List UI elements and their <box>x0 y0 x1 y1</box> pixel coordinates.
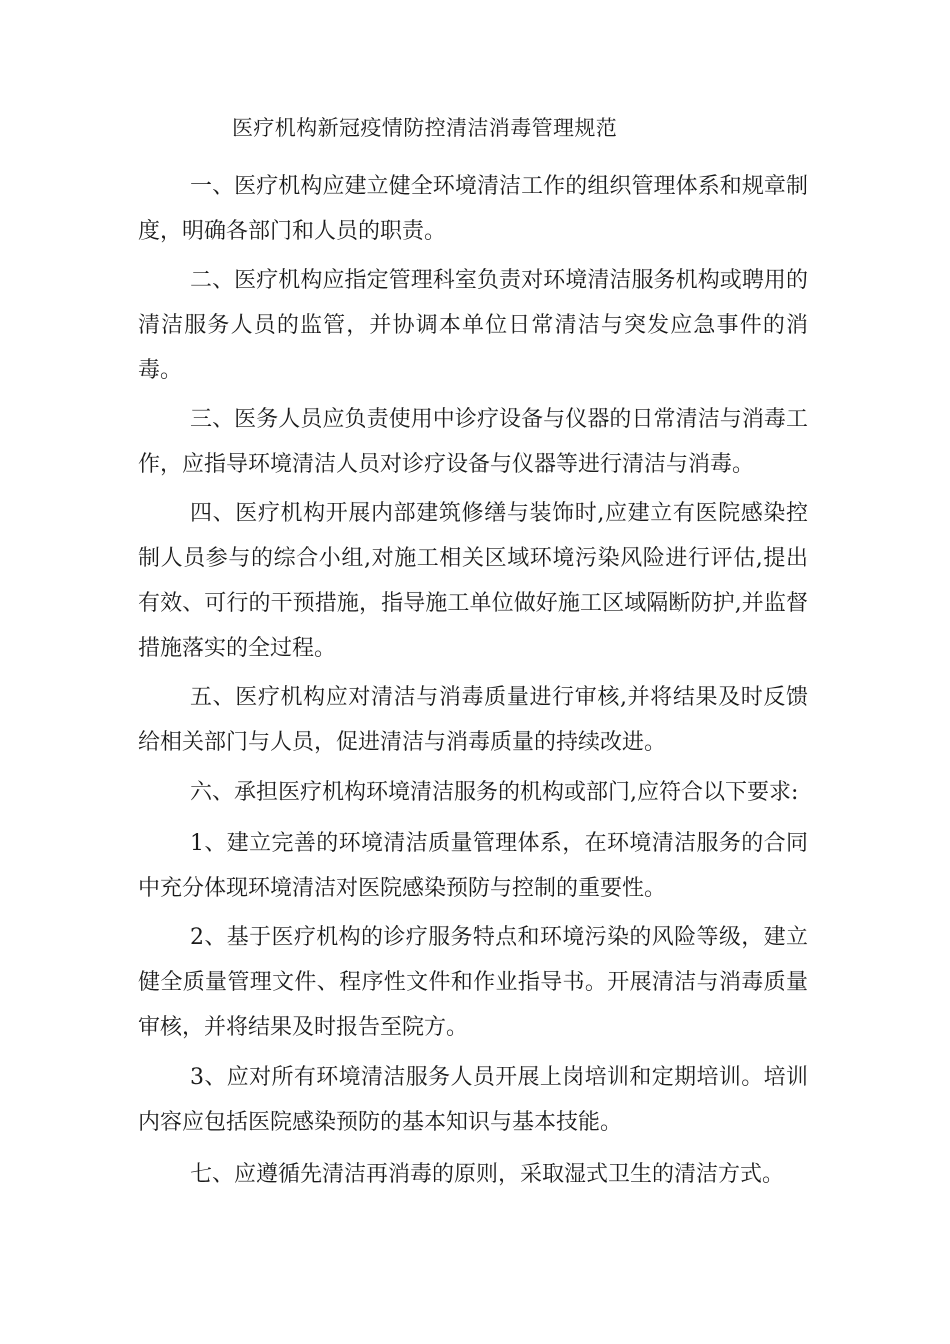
paragraph-2: 二、医疗机构应指定管理科室负责对环境清洁服务机构或聘用的清洁服务人员的监管，并协调本单位日常清洁与突发应急事件的消毒。 <box>138 268 808 383</box>
document-title: 医疗机构新冠疫情防控清洁消毒管理规范 <box>232 116 618 140</box>
paragraph-6: 六、承担医疗机构环境清洁服务的机构或部门,应符合以下要求: <box>190 780 799 805</box>
paragraph-6-item-3: 3、应对所有环境清洁服务人员开展上岗培训和定期培训。培训内容应包括医院感染预防的基本知识与基本技能。 <box>138 1065 808 1135</box>
paragraph-6-item-1: 1、建立完善的环境清洁质量管理体系，在环境清洁服务的合同中充分体现环境清洁对医院感染预防与控制的重要性。 <box>138 831 808 901</box>
paragraph-3: 三、医务人员应负责使用中诊疗设备与仪器的日常清洁与消毒工作，应指导环境清洁人员对诊疗设备与仪器等进行清洁与消毒。 <box>138 407 808 477</box>
paragraph-5: 五、医疗机构应对清洁与消毒质量进行审核,并将结果及时反馈给相关部门与人员，促进清洁与消毒质量的持续改进。 <box>138 685 808 755</box>
paragraph-1: 一、医疗机构应建立健全环境清洁工作的组织管理体系和规章制度，明确各部门和人员的职责。 <box>138 174 808 244</box>
paragraph-7: 七、应遵循先清洁再消毒的原则，采取湿式卫生的清洁方式。 <box>190 1162 785 1187</box>
paragraph-6-item-2: 2、基于医疗机构的诊疗服务特点和环境污染的风险等级，建立健全质量管理文件、程序性文件和作业指导书。开展清洁与消毒质量审核，并将结果及时报告至院方。 <box>138 925 808 1040</box>
paragraph-4: 四、医疗机构开展内部建筑修缮与装饰时,应建立有医院感染控制人员参与的综合小组,对施工相关区域环境污染风险进行评估,提出有效、可行的干预措施，指导施工单位做好施工区域隔断防护,并监督措施落实的全过程。 <box>138 501 808 661</box>
